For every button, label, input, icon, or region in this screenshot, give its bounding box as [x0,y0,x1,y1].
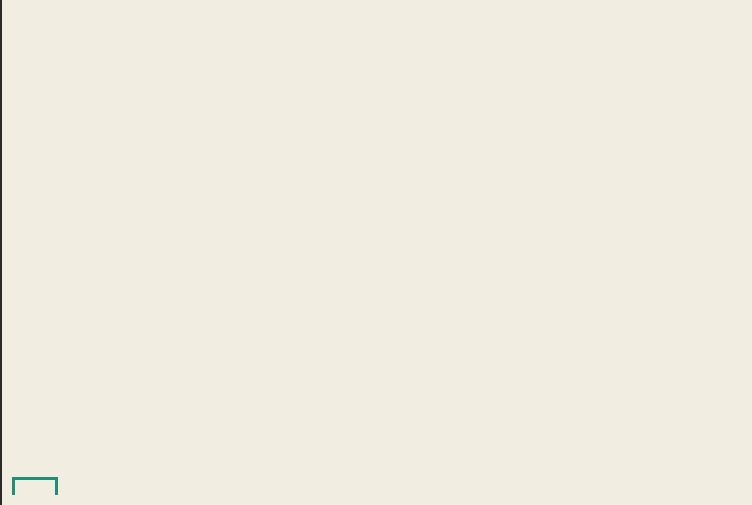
stamp-corner-icon [12,477,58,495]
notice-footer [12,475,742,497]
notice-title [12,6,742,28]
notice-body [12,32,742,473]
